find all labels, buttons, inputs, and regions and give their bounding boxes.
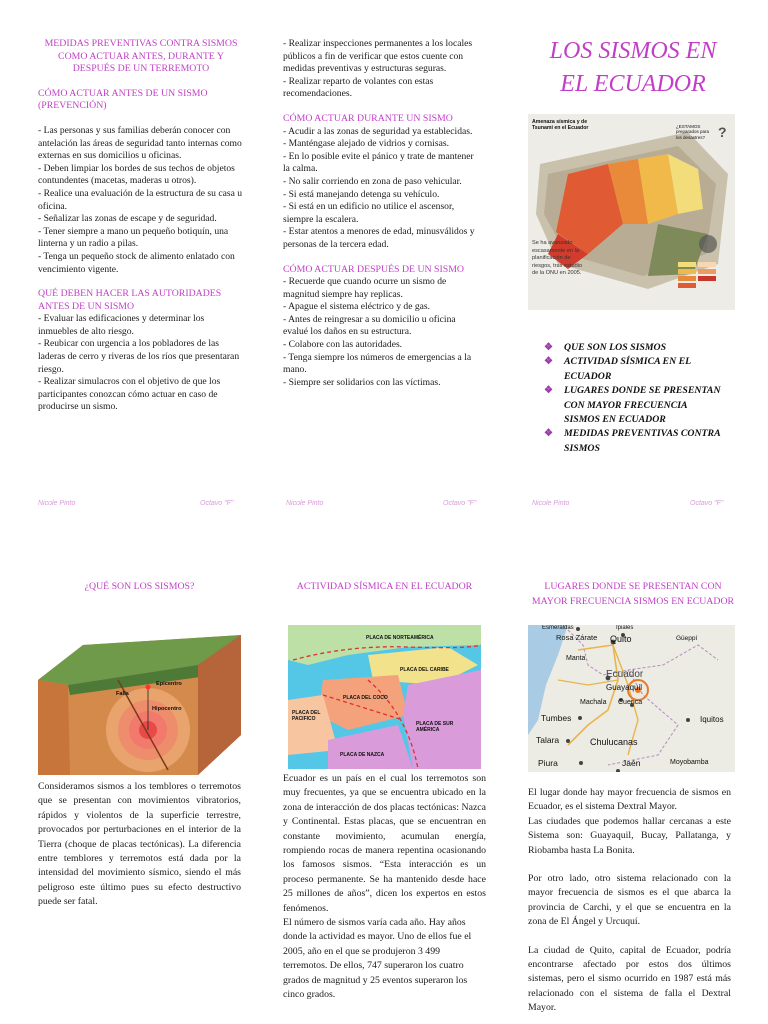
authorities-heading: QUÉ DEBEN HACER LAS AUTORIDADES ANTES DE UN SISMO	[38, 288, 222, 312]
falla-label: Falla	[116, 691, 129, 697]
toc-item-label: MEDIDAS PREVENTIVAS CONTRA SISMOS	[564, 428, 721, 454]
after-list-item: - Antes de reingresar a su domicilio u oficina evalué los daños en su estructura.	[283, 313, 456, 338]
after-list	[283, 276, 483, 389]
plate-label-caribe: PLACA DEL CARIBE	[400, 667, 449, 673]
footer-class: Octavo "F"	[200, 500, 234, 507]
panel-preventive-measures	[38, 38, 244, 414]
map-place-talara: Talara	[536, 735, 560, 745]
map-place-esmeraldas: Esmeraldas	[542, 625, 574, 631]
cover-title-line2: EL ECUADOR	[560, 71, 706, 97]
map-place-guayaquil: Guayaquil	[606, 683, 643, 692]
epicentro-label: Epicentro	[156, 681, 182, 687]
during-list-item: - Estar atentos a menores de edad, minusválidos y personas de la tercera edad.	[283, 226, 475, 250]
table-of-contents	[544, 341, 724, 456]
panel1-title-line1: MEDIDAS PREVENTIVAS CONTRA SISMOS	[44, 38, 238, 49]
what-are-earthquakes-title: ¿QUÉ SON LOS SISMOS?	[84, 581, 195, 592]
map-place-iquitos: Iquitos	[700, 715, 724, 724]
frequent-places-paragraph-1: El lugar donde hay mayor frecuencia de sismos en Ecuador, es el sistema Dextral Mayor.	[528, 787, 731, 813]
toc-item-label: QUE SON LOS SISMOS	[564, 342, 667, 353]
earthquake-block-diagram	[38, 625, 241, 775]
before-list-item: - Deben limpiar los bordes de sus techos de objetos contundentes (macetas, maderas u otros).	[38, 162, 235, 187]
after-list-item: - Apague el sistema eléctrico y de gas.	[283, 301, 431, 313]
diamond-bullet-icon: ❖	[544, 342, 553, 353]
after-heading: CÓMO ACTUAR DESPUÉS DE UN SISMO	[283, 263, 464, 275]
after-list-item: - Siempre ser solidarios con las víctimas.	[283, 376, 441, 388]
authorities-list-item: - Reubicar con urgencia a los pobladores de las laderas de cerro y riveras de los ríos que presentaran riesgo.	[38, 338, 240, 375]
toc-item-label: ACTIVIDAD SÍSMICA EN EL ECUADOR	[564, 356, 691, 382]
frequent-places-title: LUGARES DONDE SE PRESENTAN CON MAYOR FRECUENCIA SISMOS EN ECUADOR	[531, 581, 735, 607]
during-list-item: - En lo posible evite el pánico y trate de mantener la calma.	[283, 150, 474, 175]
during-list-item: - Si está manejando detenga su vehículo.	[283, 188, 440, 200]
after-list-item: - Tenga siempre los números de emergencias a la mano.	[283, 351, 472, 376]
seismic-activity-title: ACTIVIDAD SÍSMICA EN EL ECUADOR	[296, 581, 473, 592]
hipocentro-label: Hipocentro	[152, 706, 182, 712]
toc-item-label: LUGARES DONDE SE PRESENTAN CON MAYOR FRECUENCIA SISMOS EN ECUADOR	[564, 385, 721, 426]
before-list-item: - Tener siempre a mano un pequeño botiquín, una linterna y un radio a pilas.	[38, 225, 229, 250]
before-list-item: - Las personas y sus familias deberán conocer con antelación las áreas de seguridad tanto internas como externas en sus domicilios u oficinas.	[38, 124, 242, 162]
after-list-item: - Colabore con las autoridades.	[283, 339, 403, 351]
ecuador-road-map	[528, 625, 735, 772]
continued-list-item: - Realizar reparto de volantes con estas recomendaciones.	[283, 75, 434, 100]
authorities-list-item: - Evaluar las edificaciones y determinar los inmuebles de alto riesgo.	[38, 313, 205, 337]
during-heading: CÓMO ACTUAR DURANTE UN SISMO	[283, 112, 453, 124]
plate-label-south-america: PLACA DE SUR AMÉRICA	[416, 721, 454, 733]
before-list-item: - Tenga un pequeño stock de alimento enlatado con vencimiento vigente.	[38, 250, 235, 275]
frequent-places-paragraph-4: La ciudad de Quito, capital de Ecuador, podría encontrarse afectado por estos dos últimos sistemas, pero el sismo ocurrido en 1987 está más relacionado con el sistema de falla el Dextral Mayor.	[528, 944, 731, 1014]
plate-label-north-america: PLACA DE NORTEAMÉRICA	[366, 635, 434, 641]
diamond-bullet-icon: ❖	[544, 356, 553, 368]
map-place-machala: Machala	[580, 699, 607, 706]
cover-title-line1: LOS SISMOS EN	[549, 38, 717, 64]
toc-item	[544, 384, 724, 427]
diamond-bullet-icon: ❖	[544, 385, 553, 397]
panel-during-after	[283, 38, 483, 389]
footer-author: Nicole Pinto	[286, 500, 324, 507]
authorities-list-item: - Realizar simulacros con el objetivo de que los participantes conozcan cómo actuar en caso de producirse un sismo.	[38, 376, 221, 413]
seismic-activity-body	[283, 772, 486, 1003]
continued-list	[283, 38, 483, 101]
footer-author: Nicole Pinto	[38, 500, 76, 507]
map-place-manta: Manta	[566, 655, 586, 662]
plate-label-nazca: PLACA DE NAZCA	[340, 752, 385, 758]
during-list-item: - Acudir a las zonas de seguridad ya establecidas.	[283, 125, 473, 137]
map-place-rosa-zarate: Rosa Zárate	[556, 633, 598, 642]
plate-label-pacifico: PLACA DEL PACIFICO	[292, 710, 321, 722]
what-are-earthquakes-body: Consideramos sismos a los temblores o terremotos que se presentan con movimientos vibratorios, rápidos y violentos de la superficie terrestre, provocados por perturbaciones en el interior de la Tierra (choque de placas tectónicas). La diferencia entre temblores y terremotos está dada por la intensidad del movimiento sísmico, siendo el más peligroso este último pues su efecto destructivo puede ser fatal.	[38, 781, 241, 908]
seismic-hazard-map-illustration	[528, 114, 735, 310]
before-list-item: - Señalizar las zonas de escape y de seguridad.	[38, 213, 217, 225]
frequent-places-paragraph-3: Por otro lado, otro sistema relacionado con la mayor frecuencia de sismos es el que abarca la provincia de Carchi, y el que se encuentra en la zona de El Ángel y Urcuquí.	[528, 873, 731, 928]
map-place-tumbes: Tumbes	[541, 713, 572, 723]
map-place-jaen: Jaén	[622, 758, 641, 768]
during-list	[283, 126, 483, 252]
toc-list	[544, 341, 724, 456]
map-place-chulucanas: Chulucanas	[590, 737, 638, 747]
toc-item	[544, 341, 724, 355]
plate-label-coco: PLACA DEL COCO	[343, 695, 388, 701]
map-place-ecuador: Ecuador	[606, 669, 644, 680]
frequent-places-paragraph-2: Las ciudades que podemos hallar cercanas a este Sistema son: Guayaquil, Bucay, Pallatanga, y Riobamba hasta La Bonita.	[528, 815, 731, 856]
seismic-activity-paragraph-2: El número de sismos varía cada año. Hay años donde la actividad es mayor. Uno de ellos fue el 2005, año en el que se produjeron 3 499 terremotos. De ellos, 747 superaron los cuatro grados de magnitud y 25 eventos superaron los cinco grados.	[283, 917, 472, 1001]
hazard-map-caption: Se ha avanzado escasamente en la planificación de riesgos, tras estudio de la ONU en 2005.	[532, 240, 583, 277]
frequent-places-body	[528, 786, 731, 1016]
during-list-item: - No salir corriendo en zona de paso vehicular.	[283, 175, 462, 187]
map-place-quito: Quito	[610, 634, 632, 644]
footer-class: Octavo "F"	[443, 500, 477, 507]
hazard-map-question: ¿ESTAMOS preparados para los desastres?	[676, 124, 710, 140]
during-list-item: - Manténgase alejado de vidrios y cornisas.	[283, 138, 449, 150]
question-mark-icon: ?	[718, 124, 727, 140]
before-list-item: - Realice una evaluación de la estructura de su casa u oficina.	[38, 187, 243, 212]
map-place-gueppi: Güeppí	[676, 635, 698, 642]
map-place-piura: Piura	[538, 758, 558, 768]
before-heading: CÓMO ACTUAR ANTES DE UN SISMO (PREVENCIÓN)	[38, 87, 208, 112]
map-place-ipiales: Ipiales	[616, 625, 634, 631]
after-list-item: - Recuerde que cuando ocurre un sismo de magnitud siempre hay replicas.	[283, 276, 447, 300]
cover-title	[528, 35, 738, 101]
seismic-hazard-map-image	[528, 114, 735, 310]
map-place-moyobamba: Moyobamba	[670, 759, 709, 766]
earthquake-block-illustration	[38, 625, 241, 775]
toc-item	[544, 355, 724, 384]
continued-list-item: - Realizar inspecciones permanentes a los locales públicos a fin de verificar que estos cuente con medidas preventivas y estructuras seguras.	[283, 38, 473, 75]
tectonic-plates-map	[288, 625, 481, 769]
toc-item	[544, 427, 724, 456]
footer-class: Octavo "F"	[690, 500, 724, 507]
during-list-item: - Si está en un edificio no utilice el ascensor, siempre la escalera.	[283, 201, 455, 225]
diamond-bullet-icon: ❖	[544, 428, 553, 440]
map-place-cuenca: Cuenca	[618, 699, 643, 706]
footer-author: Nicole Pinto	[532, 500, 570, 507]
authorities-list	[38, 313, 244, 414]
panel1-title-line2: COMO ACTUAR ANTES, DURANTE Y DESPUÉS DE UN TERREMOTO	[58, 50, 224, 75]
seismic-activity-paragraph-1: Ecuador es un país en el cual los terremotos son muy frecuentes, ya que se encuentra ubicado en la zona de interacción de dos placas tectónicas: Nazca y Continental. Estas placas, que se encuentran en constante movimiento, acumulan energía, rompiendo rocas de manera repentina ocasionando los famosos sismos. “Esta interacción es un proceso permanente. Se ha mantenido desde hace 25 millones de años”, dicen los expertos en estos fenómenos.	[283, 773, 486, 914]
hazard-map-title: Amenaza sísmica y de Tsunami en el Ecuador	[532, 119, 589, 131]
before-list	[38, 125, 244, 276]
